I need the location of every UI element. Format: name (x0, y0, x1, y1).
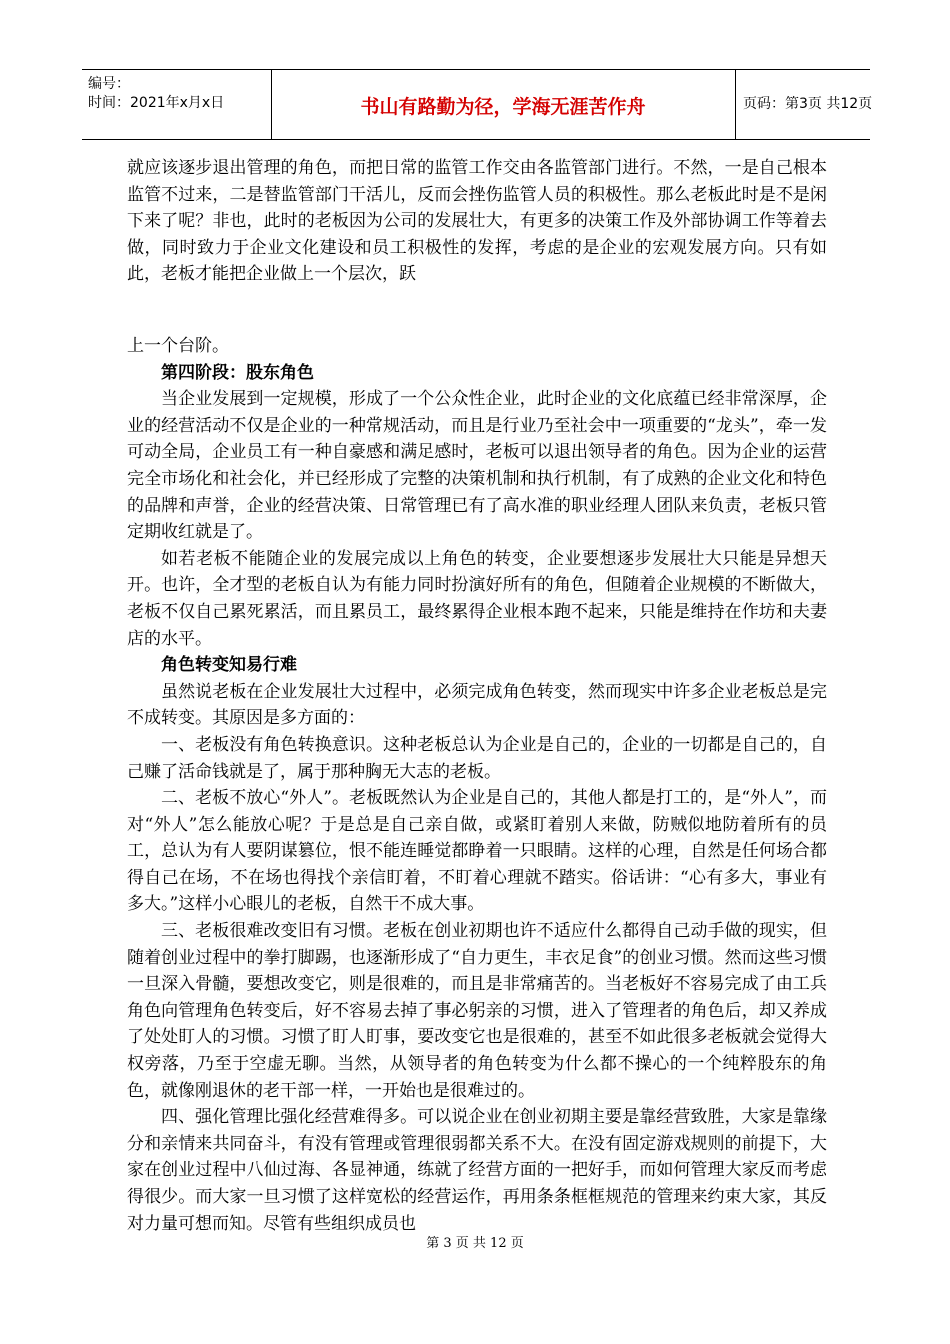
continuation-block (127, 155, 827, 288)
continuation-paragraph: 就应该逐步退出管理的角色，而把日常的监管工作交由各监管部门进行。不然，一是自己根本监管不过来，二是替监管部门干活儿，反而会挫伤监管人员的积极性。那么老板此时是不是闲下来了呢？非也，此时的老板因为公司的发展壮大，有更多的决策工作及外部协调工作等着去做，同时致力于企业文化建设和员工积极性的发挥，考虑的是企业的宏观发展方向。只有如此，老板才能把企业做上一个层次，跃 (127, 158, 827, 285)
reason-2: 二、老板不放心“外人”。老板既然认为企业是自己的，其他人都是打工的，是“外人”，而对“外人”怎么能放心呢？于是总是自己亲自做，或紧盯着别人来做，防贼似地防着所有的员工，总认为有人要阴谋篡位，恨不能连睡觉都睁着一只眼睛。这样的心理，自然是任何场合都得自己在场，不在场也得找个亲信盯着，不盯着心理就不踏实。俗话讲：“心有多大，事业有多大。”这样小心眼儿的老板，自然干不成大事。 (127, 788, 827, 915)
stage4-paragraph-2: 如若老板不能随企业的发展完成以上角色的转变，企业要想逐步发展壮大只能是异想天开。也许，全才型的老板自认为有能力同时扮演好所有的角色，但随着企业规模的不断做大，老板不仅自己累死累活，而且累员工，最终累得企业根本跑不起来，只能是维持在作坊和夫妻店的水平。 (127, 548, 827, 649)
page-footer: 第 3 页 共 12 页 (426, 1236, 524, 1251)
reason-1: 一、老板没有角色转换意识。这种老板总认为企业是自己的，企业的一切都是自己的，自己赚了活命钱就是了，属于那种胸无大志的老板。 (127, 734, 827, 782)
header-table (82, 69, 873, 140)
reason-4: 四、强化管理比强化经营难得多。可以说企业在创业初期主要是靠经营致胜，大家是靠缘分和亲情来共同奋斗，有没有管理或管理很弱都关系不大。在没有固定游戏规则的前提下，大家在创业过程中八仙过海、各显神通，练就了经营方面的一把好手，而如何管理大家反而考虑得很少。而大家一旦习惯了这样宽松的经营运作，再用条条框框规范的管理来约束大家，其反对力量可想而知。尽管有些组织成员也 (127, 1107, 827, 1234)
section-intro: 虽然说老板在企业发展壮大过程中，必须完成角色转变，然而现实中许多企业老板总是完不成转变。其原因是多方面的： (127, 681, 827, 729)
header-page-info: 页码：第3页 共12页 (743, 96, 873, 112)
section-heading: 角色转变知易行难 (161, 655, 297, 676)
stage4-paragraph-1: 当企业发展到一定规模，形成了一个公众性企业，此时企业的文化底蕴已经非常深厚，企业的经营活动不仅是企业的一种常规活动，而且是行业乃至社会中一项重要的“龙头”，牵一发可动全局，企业员工有一种自豪感和满足感时，老板可以退出领导者的角色。因为企业的运营完全市场化和社会化，并已经形成了完整的决策机制和执行机制，有了成熟的企业文化和特色的品牌和声誉，企业的经营决策、日常管理已有了高水准的职业经理人团队来负责，老板只管定期收红就是了。 (127, 389, 827, 543)
document-number: 编号： (88, 76, 130, 92)
reason-3: 三、老板很难改变旧有习惯。老板在创业初期也许不适应什么都得自己动手做的现实，但随着创业过程中的拳打脚踢，也逐渐形成了“自力更生，丰衣足食”的创业习惯。然而这些习惯一旦深入骨髓，要想改变它，则是很难的，而且是非常痛苦的。当老板好不容易完成了由工兵角色向管理角色转变后，好不容易去掉了事必躬亲的习惯，进入了管理者的角色后，却又养成了处处盯人的习惯。习惯了盯人盯事，要改变它也是很难的，甚至不如此很多老板就会觉得大权旁落，乃至于空虚无聊。当然，从领导者的角色转变为什么都不操心的一个纯粹股东的角色，就像刚退休的老干部一样，一开始也是很难过的。 (127, 921, 827, 1101)
header-motto-cell (271, 70, 736, 139)
header-meta-cell (82, 70, 272, 139)
document-date: 时间：2021年x月x日 (88, 95, 225, 111)
continuation-tail: 上一个台阶。 (127, 336, 229, 356)
header-page-cell (735, 70, 873, 139)
stage4-heading: 第四阶段：股东角色 (161, 362, 314, 383)
header-motto: 书山有路勤为径，学海无涯苦作舟 (360, 96, 646, 118)
main-text (127, 333, 827, 1237)
